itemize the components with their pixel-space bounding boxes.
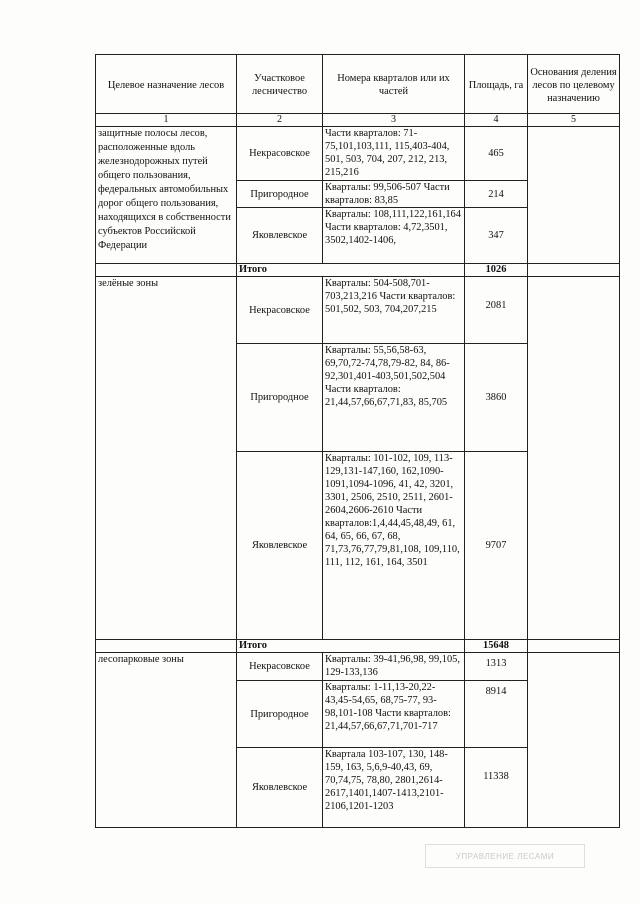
area-cell: 2081: [465, 277, 528, 344]
quarters-cell: Кварталы: 55,56,58-63, 69,70,72-74,78,79-82, 84, 86-92,301,401-403,501,502,504 Части кварталов: 21,44,57,66,67,71,83, 85,705: [323, 344, 465, 452]
total-value: 15648: [465, 640, 528, 653]
total-empty-cell: [96, 640, 237, 653]
total-value: 1026: [465, 264, 528, 277]
table-row: [96, 653, 620, 681]
forestry-cell: Яковлевское: [237, 208, 323, 264]
basis-cell: [528, 653, 620, 828]
quarters-cell: Кварталы: 108,111,122,161,164 Части кварталов: 4,72,3501, 3502,1402-1406,: [323, 208, 465, 264]
table-header-row: [96, 55, 620, 114]
quarters-cell: Квартала 103-107, 130, 148-159, 163, 5,6,9-40,43, 69, 70,74,75, 78,80, 2801,2614-2617,1401,1407-1413,2101-2106,1201-1203: [323, 748, 465, 828]
area-cell: 347: [465, 208, 528, 264]
column-number: 1: [96, 114, 237, 127]
header-quarters: Номера кварталов или их частей: [323, 55, 465, 114]
forestry-cell: Некрасовское: [237, 127, 323, 181]
forestry-cell: Пригородное: [237, 344, 323, 452]
basis-cell: [528, 277, 620, 640]
forestry-cell: Яковлевское: [237, 452, 323, 640]
header-forestry: Участковое лесничество: [237, 55, 323, 114]
total-label: Итого: [237, 264, 465, 277]
total-label: Итого: [237, 640, 465, 653]
forestry-cell: Пригородное: [237, 181, 323, 208]
table-row: [96, 127, 620, 181]
column-number: 5: [528, 114, 620, 127]
column-number: 4: [465, 114, 528, 127]
purpose-cell: лесопарковые зоны: [96, 653, 237, 828]
header-purpose: Целевое назначение лесов: [96, 55, 237, 114]
total-basis-cell: [528, 640, 620, 653]
area-cell: 8914: [465, 681, 528, 748]
purpose-cell: защитные полосы лесов, расположенные вдоль железнодорожных путей общего пользования, федеральных автомобильных дорог общего пользования, находящихся в собственности субъектов Российской Федерации: [96, 127, 237, 264]
forest-purpose-table: [95, 54, 620, 828]
total-row: [96, 264, 620, 277]
header-area: Площадь, га: [465, 55, 528, 114]
area-cell: 9707: [465, 452, 528, 640]
area-cell: 11338: [465, 748, 528, 828]
column-number-row: [96, 114, 620, 127]
forestry-cell: Яковлевское: [237, 748, 323, 828]
quarters-cell: Кварталы: 1-11,13-20,22-43,45-54,65, 68,75-77, 93-98,101-108 Части кварталов: 21,44,57,66,67,71,701-717: [323, 681, 465, 748]
area-cell: 214: [465, 181, 528, 208]
forestry-cell: Некрасовское: [237, 653, 323, 681]
column-number: 2: [237, 114, 323, 127]
quarters-cell: Кварталы: 101-102, 109, 113-129,131-147,160, 162,1090-1091,1094-1096, 41, 42, 3201, 3301, 2506, 2510, 2511, 2601-2604,2606-2610 Части кварталов:1,4,44,45,48,49, 61, 64, 65, 66, 67, 68, 71,73,76,77,79,81,108, 109,110, 111, 112, 161, 164, 3501: [323, 452, 465, 640]
quarters-cell: Кварталы: 504-508,701-703,213,216 Части кварталов: 501,502, 503, 704,207,215: [323, 277, 465, 344]
total-basis-cell: [528, 264, 620, 277]
table-row: [96, 277, 620, 344]
total-row: [96, 640, 620, 653]
quarters-cell: Части кварталов: 71-75,101,103,111, 115,403-404, 501, 503, 704, 207, 212, 213, 215,216: [323, 127, 465, 181]
header-basis: Основания деления лесов по целевому назначению: [528, 55, 620, 114]
forestry-cell: Пригородное: [237, 681, 323, 748]
area-cell: 465: [465, 127, 528, 181]
quarters-cell: Кварталы: 39-41,96,98, 99,105, 129-133,136: [323, 653, 465, 681]
column-number: 3: [323, 114, 465, 127]
total-empty-cell: [96, 264, 237, 277]
purpose-cell: зелёные зоны: [96, 277, 237, 640]
faded-stamp: УПРАВЛЕНИЕ ЛЕСАМИ: [425, 844, 585, 868]
basis-cell: [528, 127, 620, 264]
area-cell: 1313: [465, 653, 528, 681]
forestry-cell: Некрасовское: [237, 277, 323, 344]
quarters-cell: Кварталы: 99,506-507 Части кварталов: 83,85: [323, 181, 465, 208]
area-cell: 3860: [465, 344, 528, 452]
